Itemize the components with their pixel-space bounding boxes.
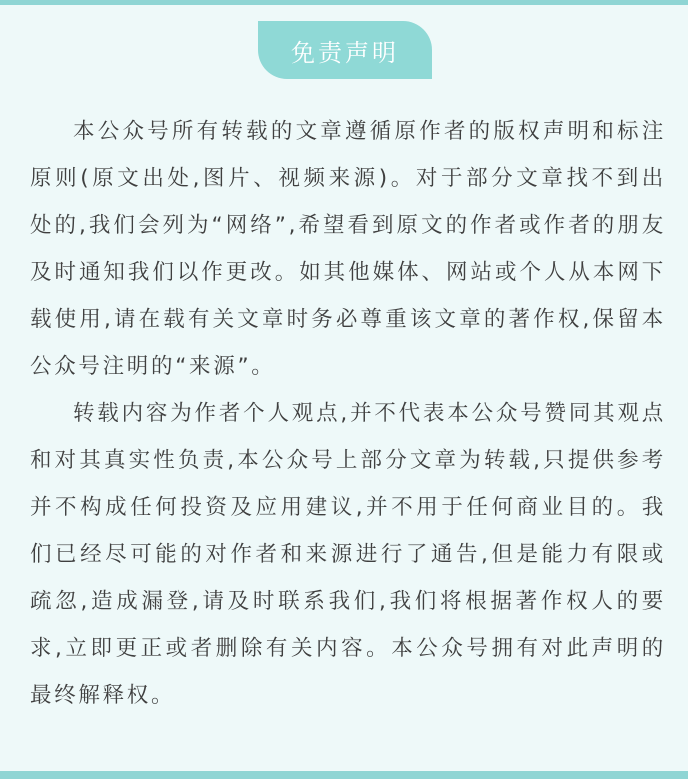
disclaimer-paragraph-1: 本公众号所有转载的文章遵循原作者的版权声明和标注原则(原文出处,图片、视频来源)。对于部分文章找不到出处的,我们会列为“网络”,希望看到原文的作者或作者的朋友及时通知我们以作更改。如其他媒体、网站或个人从本网下载使用,请在载有关文章时务必尊重该文章的著作权,保留本公众号注明的“来源”。 xyxy=(30,119,666,379)
disclaimer-paragraph-2: 转载内容为作者个人观点,并不代表本公众号赞同其观点和对其真实性负责,本公众号上部分文章为转载,只提供参考并不构成任何投资及应用建议,并不用于任何商业目的。我们已经尽可能的对作者和来源进行了通告,但是能力有限或疏忽,造成漏登,请及时联系我们,我们将根据著作权人的要求,立即更正或者删除有关内容。本公众号拥有对此声明的最终解释权。 xyxy=(30,401,666,708)
top-divider xyxy=(0,0,688,5)
title-badge xyxy=(258,21,432,79)
bottom-divider xyxy=(0,771,688,779)
disclaimer-body xyxy=(30,108,666,719)
page-title: 免责声明 xyxy=(291,38,399,67)
